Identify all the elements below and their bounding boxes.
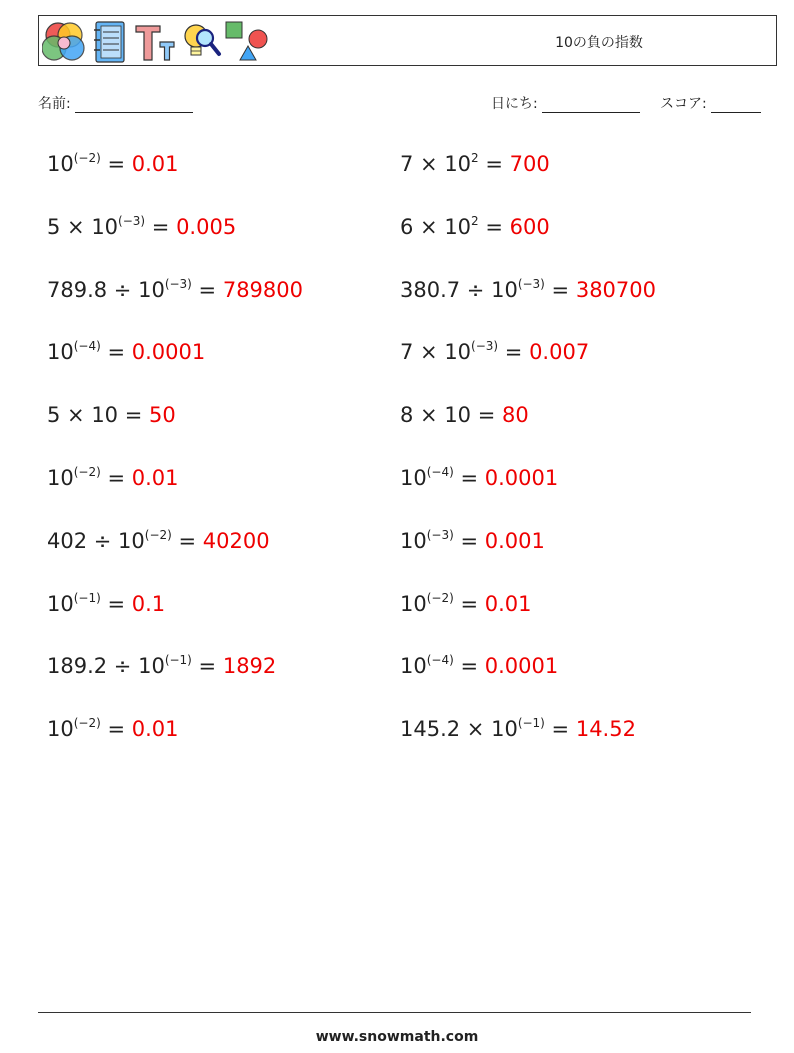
problem-item: [47, 464, 179, 495]
problem-answer: 50: [149, 403, 176, 427]
problem-exponent: 2: [471, 151, 479, 165]
problem-exponent: (−3): [426, 528, 454, 542]
name-field: [38, 93, 193, 113]
problem-base: 10: [47, 592, 74, 616]
problem-base: 10: [444, 403, 472, 427]
problem-item: [47, 527, 270, 558]
text-size-icon: [132, 20, 178, 64]
problem-prefix: 7 ×: [400, 152, 445, 176]
problem-exponent: (−2): [73, 465, 101, 479]
problem-answer: 789800: [222, 278, 303, 302]
problem-item: [400, 652, 558, 683]
problem-equals: =: [478, 152, 510, 176]
problem-equals: =: [471, 403, 502, 427]
color-circles-icon: [42, 20, 86, 64]
problem-exponent: (−3): [118, 214, 146, 228]
problem-exponent: (−1): [73, 591, 101, 605]
problem-item: [47, 150, 179, 181]
footer-divider: [38, 1012, 751, 1013]
problem-equals: =: [100, 152, 132, 176]
problem-base: 10: [444, 152, 472, 176]
problem-exponent: (−1): [517, 716, 545, 730]
problem-base: 10: [400, 654, 427, 678]
problem-prefix: 789.8 ÷: [47, 278, 139, 302]
problem-equals: =: [100, 717, 132, 741]
problem-equals: =: [118, 403, 149, 427]
problem-item: [47, 213, 236, 244]
problem-base: 10: [400, 529, 427, 553]
score-blank-line[interactable]: [711, 97, 761, 113]
problem-item: [47, 652, 276, 683]
problem-answer: 0.001: [484, 529, 545, 553]
problem-item: [400, 715, 636, 746]
problem-answer: 40200: [202, 529, 270, 553]
date-field: [491, 93, 640, 113]
problem-exponent: (−2): [144, 528, 172, 542]
problem-equals: =: [544, 717, 576, 741]
problem-equals: =: [100, 466, 132, 490]
problem-item: [47, 401, 176, 429]
lightbulb-magnifier-icon: [182, 20, 222, 64]
problem-exponent: (−1): [164, 653, 192, 667]
problem-base: 10: [491, 717, 518, 741]
problem-base: 10: [47, 717, 74, 741]
problem-item: [400, 590, 532, 621]
problem-base: 10: [91, 403, 119, 427]
problem-exponent: (−4): [426, 653, 454, 667]
problem-prefix: 380.7 ÷: [400, 278, 492, 302]
problem-base: 10: [138, 654, 165, 678]
score-label: スコア:: [660, 96, 707, 112]
problem-item: [400, 464, 558, 495]
problem-equals: =: [171, 529, 203, 553]
problem-answer: 600: [509, 215, 550, 239]
problem-equals: =: [453, 466, 485, 490]
problem-equals: =: [145, 215, 177, 239]
name-label: 名前:: [38, 96, 71, 112]
footer-site: www.snowmath.com: [315, 1029, 479, 1045]
problem-item: [400, 401, 529, 429]
problem-exponent: 2: [471, 214, 479, 228]
problem-equals: =: [453, 529, 485, 553]
problem-base: 10: [47, 152, 74, 176]
problem-exponent: (−3): [471, 339, 499, 353]
problem-item: [47, 338, 205, 369]
problem-exponent: (−2): [426, 591, 454, 605]
problem-answer: 0.005: [176, 215, 237, 239]
problem-prefix: 5 ×: [47, 215, 92, 239]
problem-item: [400, 276, 656, 307]
problem-equals: =: [100, 592, 132, 616]
problem-base: 10: [47, 466, 74, 490]
problem-answer: 1892: [222, 654, 277, 678]
problem-prefix: 145.2 ×: [400, 717, 492, 741]
problem-answer: 0.0001: [484, 654, 559, 678]
problem-answer: 0.0001: [131, 340, 206, 364]
problem-item: [400, 527, 545, 558]
problem-base: 10: [138, 278, 165, 302]
problem-equals: =: [191, 278, 223, 302]
problem-exponent: (−2): [73, 716, 101, 730]
shapes-icon: [224, 20, 268, 64]
problem-prefix: 6 ×: [400, 215, 445, 239]
problem-answer: 0.01: [131, 152, 179, 176]
problem-equals: =: [453, 654, 485, 678]
problem-base: 10: [47, 340, 74, 364]
worksheet-header: [38, 15, 777, 66]
problem-prefix: 5 ×: [47, 403, 92, 427]
problem-answer: 700: [509, 152, 550, 176]
problem-base: 10: [400, 592, 427, 616]
problem-equals: =: [191, 654, 223, 678]
problem-item: [47, 590, 165, 621]
problem-equals: =: [453, 592, 485, 616]
problem-base: 10: [444, 215, 472, 239]
problem-prefix: 402 ÷: [47, 529, 119, 553]
problem-prefix: 7 ×: [400, 340, 445, 364]
date-blank-line[interactable]: [542, 97, 640, 113]
notebook-icon: [92, 20, 128, 64]
problem-base: 10: [444, 340, 472, 364]
problem-equals: =: [544, 278, 576, 302]
problem-answer: 0.01: [131, 717, 179, 741]
problem-prefix: 8 ×: [400, 403, 445, 427]
problem-answer: 0.1: [131, 592, 166, 616]
problem-exponent: (−4): [73, 339, 101, 353]
problem-item: [400, 338, 589, 369]
problem-item: [47, 715, 179, 746]
problem-base: 10: [400, 466, 427, 490]
problem-equals: =: [100, 340, 132, 364]
problem-equals: =: [498, 340, 530, 364]
problem-answer: 0.01: [131, 466, 179, 490]
problem-item: [400, 213, 550, 244]
problem-item: [47, 276, 303, 307]
name-blank-line[interactable]: [75, 97, 193, 113]
page-title: 10の負の指数: [555, 35, 643, 51]
problem-answer: 0.007: [529, 340, 590, 364]
date-label: 日にち:: [491, 96, 538, 112]
problem-answer: 80: [502, 403, 529, 427]
problem-prefix: 189.2 ÷: [47, 654, 139, 678]
problem-exponent: (−3): [517, 277, 545, 291]
problem-answer: 0.0001: [484, 466, 559, 490]
problem-exponent: (−2): [73, 151, 101, 165]
problem-base: 10: [491, 278, 518, 302]
problem-exponent: (−4): [426, 465, 454, 479]
problem-answer: 0.01: [484, 592, 532, 616]
problem-item: [400, 150, 550, 181]
score-field: [660, 93, 761, 113]
problem-answer: 380700: [575, 278, 656, 302]
problem-equals: =: [478, 215, 510, 239]
problem-base: 10: [118, 529, 145, 553]
problem-base: 10: [91, 215, 119, 239]
problem-answer: 14.52: [575, 717, 636, 741]
header-icon-strip: [42, 20, 272, 64]
problem-exponent: (−3): [164, 277, 192, 291]
